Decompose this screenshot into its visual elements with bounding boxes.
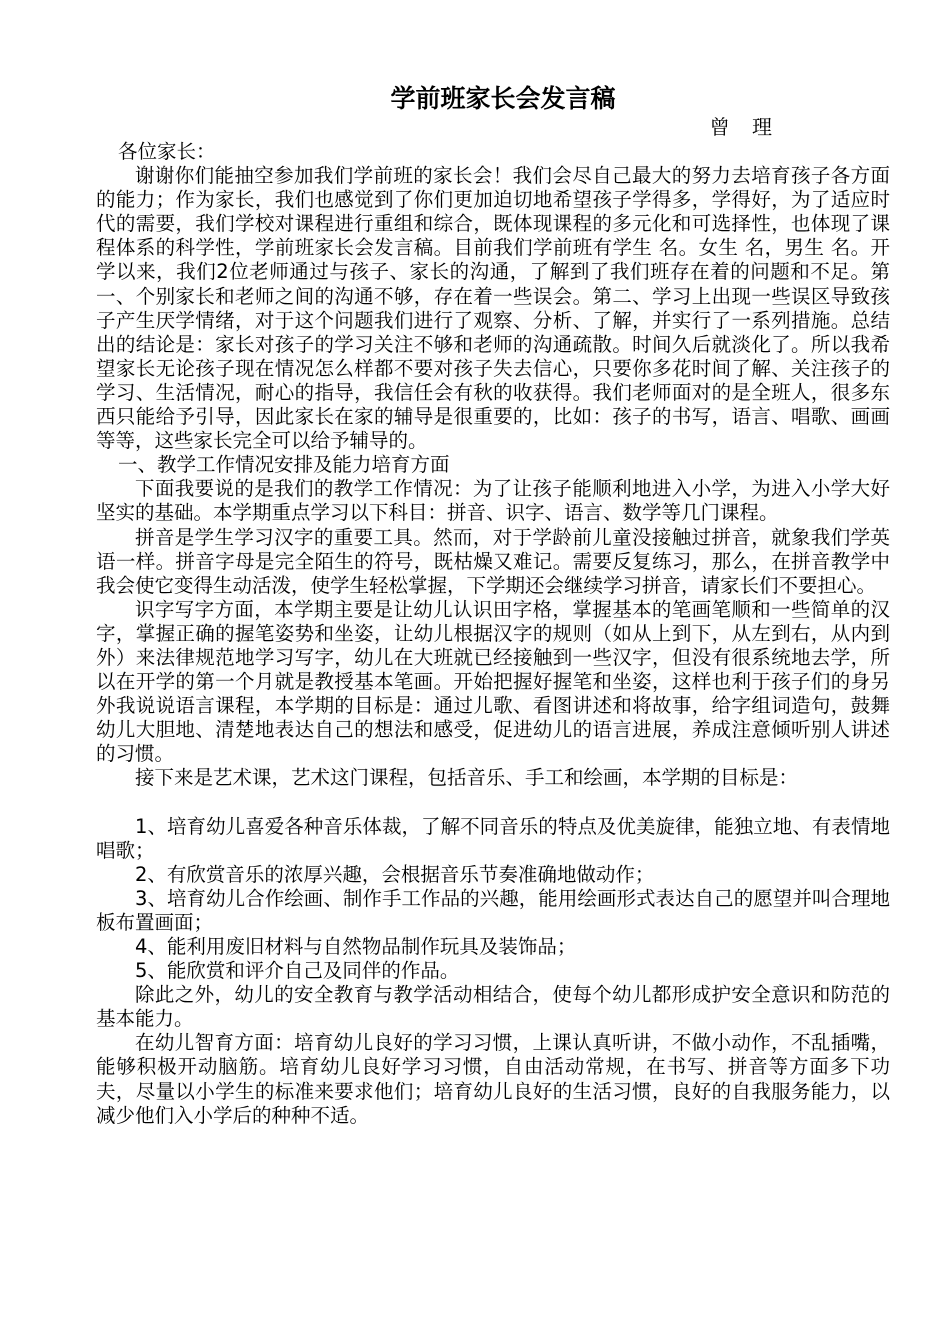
safety-paragraph: 除此之外，幼儿的安全教育与教学活动相结合，使每个幼儿都形成护安全意识和防范的基本能力。 [96,983,890,1031]
art-goal-item: 1、培育幼儿喜爱各种音乐体裁，了解不同音乐的特点及优美旋律，能独立地、有表情地唱歌； [96,814,890,862]
art-goal-item: 2、有欣赏音乐的浓厚兴趣，会根据音乐节奏准确地做动作； [135,862,655,886]
art-goal-item: 4、能利用废旧材料与自然物品制作玩具及装饰品； [135,935,577,958]
intro-paragraph: 谢谢你们能抽空参加我们学前班的家长会！我们会尽自己最大的努力去培育孩子各方面的能力；作为家长，我们也感觉到了你们更加迫切地希望孩子学得多，学得好，为了适应时代的需要，我们学校对课程进行重组和综合，既体现课程的多元化和可选择性，也体现了课程体系的科学性，学前班家长会发言稿。目前我们学前班有学生 名。女生 名，男生 名。开学以来，我们2位老师通过与孩子、家长的沟通，了解到了我们班存在着的问题和不足。第一、个别家长和老师之间的沟通不够，存在着一些误会。第二、学习上出现一些误区导致孩子产生厌学情绪，对于这个问题我们进行了观察、分析、了解，并实行了一系列措施。总结出的结论是：家长对孩子的学习关注不够和老师的沟通疏散。时间久后就淡化了。所以我希望家长无论孩子现在情况怎么样都不要对孩子失去信心，只要你多花时间了解、关注孩子的学习、生活情况，耐心的指导，我信任会有秋的收获得。我们老师面对的是全班人，很多东西只能给予引导，因此家长在家的辅导是很重要的，比如：孩子的书写，语言、唱歌、画画等等，这些家长完全可以给予辅导的。 [96,164,890,453]
art-goal-item: 3、培育幼儿合作绘画、制作手工作品的兴趣，能用绘画形式表达自己的愿望并叫合理地板布置画面； [96,886,890,934]
pinyin-paragraph: 拼音是学生学习汉字的重要工具。然而，对于学龄前儿童没接触过拼音，就象我们学英语一样。拼音字母是完全陌生的符号，既枯燥又难记。需要反复练习，那么，在拼音教学中我会使它变得生动活泼，使学生轻松掌握，下学期还会继续学习拼音，请家长们不要担心。 [96,525,890,597]
art-paragraph: 接下来是艺术课，艺术这门课程，包括音乐、手工和绘画，本学期的目标是： [135,766,799,790]
document-title: 学前班家长会发言稿 [390,84,616,113]
salutation: 各位家长： [118,140,216,163]
intellect-paragraph: 在幼儿智育方面：培育幼儿良好的学习习惯，上课认真听讲，不做小动作，不乱插嘴，能够积极开动脑筋。培育幼儿良好学习习惯，自由活动常规，在书写、拼音等方面多下功夫，尽量以小学生的标准来要求他们；培育幼儿良好的生活习惯，良好的自我服务能力，以减少他们入小学后的种种不适。 [96,1031,890,1127]
section-heading: 一、教学工作情况安排及能力培育方面 [118,453,450,477]
art-goal-item: 5、能欣赏和评介自己及同伴的作品。 [135,959,460,983]
teaching-paragraph: 下面我要说的是我们的教学工作情况：为了让孩子能顺利地进入小学，为进入小学大好坚实的基础。本学期重点学习以下科目：拼音、识字、语言、数学等几门课程。 [96,477,890,525]
document-author: 曾 理 [709,115,780,139]
blank-line [96,791,890,815]
literacy-paragraph: 识字写字方面，本学期主要是让幼儿认识田字格，掌握基本的笔画笔顺和一些简单的汉字，掌握正确的握笔姿势和坐姿，让幼儿根据汉字的规则（如从上到下，从左到右，从内到外）来法律规范地学习写字，幼儿在大班就已经接触到一些汉字，但没有很系统地去学，所以在开学的第一个月就是教授基本笔画。开始把握好握笔和坐姿，这样也利于孩子们的身另外我说说语言课程，本学期的目标是：通过儿歌、看图讲述和将故事，给字组词造句，鼓舞幼儿大胆地、清楚地表达自己的想法和感受，促进幼儿的语言进展，养成注意倾听别人讲述的习惯。 [96,597,890,766]
